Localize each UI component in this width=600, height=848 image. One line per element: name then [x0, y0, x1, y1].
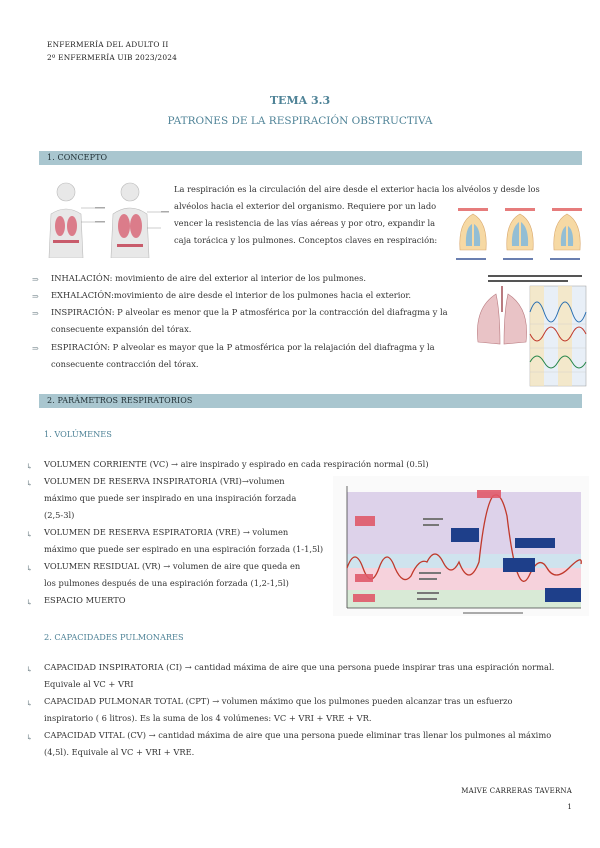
concept-intro-line: caja torácica y los pulmones. Conceptos claves en respiración: — [174, 235, 438, 245]
section-bar-parametros — [39, 394, 582, 408]
concept-intro-line: alvéolos hacia el exterior del organismo. Requiere por un lado — [174, 201, 437, 211]
concept-intro-line: vencer la resistencia de las vías aéreas y por otro, expandir la — [174, 218, 436, 228]
bullet-arrow-icon: ⇒ — [32, 309, 39, 318]
volume-item-text: (2,5-3l) — [44, 510, 75, 520]
header-year: 2º ENFERMERÍA UIB 2023/2024 — [47, 53, 178, 62]
concept-bullet-text: INHALACIÓN: movimiento de aire del exterior al interior de los pulmones. — [51, 273, 366, 283]
capacity-item-text: CAPACIDAD PULMONAR TOTAL (CPT) → volumen máximo que los pulmones pueden alcanzar tras un esfuerzo — [44, 696, 513, 706]
volume-item-text: ESPACIO MUERTO — [44, 595, 126, 605]
volume-item-text: VOLUMEN DE RESERVA INSPIRATORIA (VRI)→volumen — [44, 476, 285, 486]
bullet-hook-icon: ↳ — [26, 665, 33, 674]
footer-author: MAIVE CARRERAS TAVERNA — [461, 787, 572, 795]
volume-item-text: VOLUMEN RESIDUAL (VR) → volumen de aire que queda en — [44, 561, 301, 571]
bullet-arrow-icon: ⇒ — [32, 275, 39, 284]
bullet-hook-icon: ↳ — [26, 462, 33, 471]
page-title: TEMA 3.3 — [269, 94, 331, 107]
concept-bullet-text: ESPIRACIÓN: P alveolar es mayor que la P atmosférica por la relajación del diafragma y la — [51, 342, 435, 352]
lung-pressure-diagrams — [452, 206, 592, 264]
page-subtitle: PATRONES DE LA RESPIRACIÓN OBSTRUCTIVA — [167, 115, 433, 127]
bullet-hook-icon: ↳ — [26, 733, 33, 742]
volume-item-text: VOLUMEN DE RESERVA ESPIRATORIA (VRE) → volumen — [44, 527, 289, 537]
capacity-item-text: (4,5l). Equivale al VC + VRI + VRE. — [44, 747, 195, 757]
section-bar-concepto — [39, 151, 582, 165]
bullet-arrow-icon: ⇒ — [32, 292, 39, 301]
bullet-hook-icon: ↳ — [26, 479, 33, 488]
volume-item-text: máximo que puede ser inspirado en una inspiración forzada — [44, 493, 297, 503]
section-heading: 2. PARÁMETROS RESPIRATORIOS — [47, 396, 193, 405]
subsection-capacities: 2. CAPACIDADES PULMONARES — [44, 632, 184, 642]
header-course: ENFERMERÍA DEL ADULTO II — [47, 40, 169, 49]
concept-bullet-text: EXHALACIÓN:movimiento de aire desde el interior de los pulmones hacia el exterior. — [51, 290, 412, 300]
concept-bullet-text: INSPIRACIÓN: P alveolar es menor que la P atmosférica por la contracción del diafragma y la — [51, 307, 448, 317]
volume-item-text: los pulmones después de una espiración forzada (1,2-1,5l) — [44, 578, 289, 588]
breathing-body-figure — [39, 178, 169, 258]
lungs-pressure-graph-figure — [470, 272, 588, 388]
volume-item-text: máximo que puede ser espirado en una espiración forzada (1-1,5l) — [44, 544, 324, 554]
capacity-item-text: inspiratorio ( 6 litros). Es la suma de los 4 volúmenes: VC + VRI + VRE + VR. — [44, 713, 372, 723]
bullet-hook-icon: ↳ — [26, 530, 33, 539]
capacity-item-text: CAPACIDAD INSPIRATORIA (CI) → cantidad máxima de aire que una persona puede inspirar tras una espiración normal. — [44, 662, 555, 672]
capacity-item-text: CAPACIDAD VITAL (CV) → cantidad máxima de aire que una persona puede eliminar tras llenar los pulmones al máximo — [44, 730, 552, 740]
concept-bullet-text: consecuente contracción del tórax. — [51, 359, 199, 369]
bullet-hook-icon: ↳ — [26, 699, 33, 708]
page-number: 1 — [567, 803, 572, 811]
volume-item-text: VOLUMEN CORRIENTE (VC) → aire inspirado y espirado en cada respiración normal (0.5l) — [44, 459, 429, 469]
bullet-hook-icon: ↳ — [26, 598, 33, 607]
bullet-arrow-icon: ⇒ — [32, 344, 39, 353]
capacity-item-text: Equivale al VC + VRI — [44, 679, 134, 689]
spirometry-volumes-figure — [333, 476, 589, 616]
concept-intro-line: La respiración es la circulación del aire desde el exterior hacia los alvéolos y desde los — [174, 184, 540, 194]
concept-bullet-text: consecuente expansión del tórax. — [51, 324, 192, 334]
bullet-hook-icon: ↳ — [26, 564, 33, 573]
section-heading: 1. CONCEPTO — [47, 153, 108, 162]
subsection-volumes: 1. VOLÚMENES — [44, 429, 112, 439]
